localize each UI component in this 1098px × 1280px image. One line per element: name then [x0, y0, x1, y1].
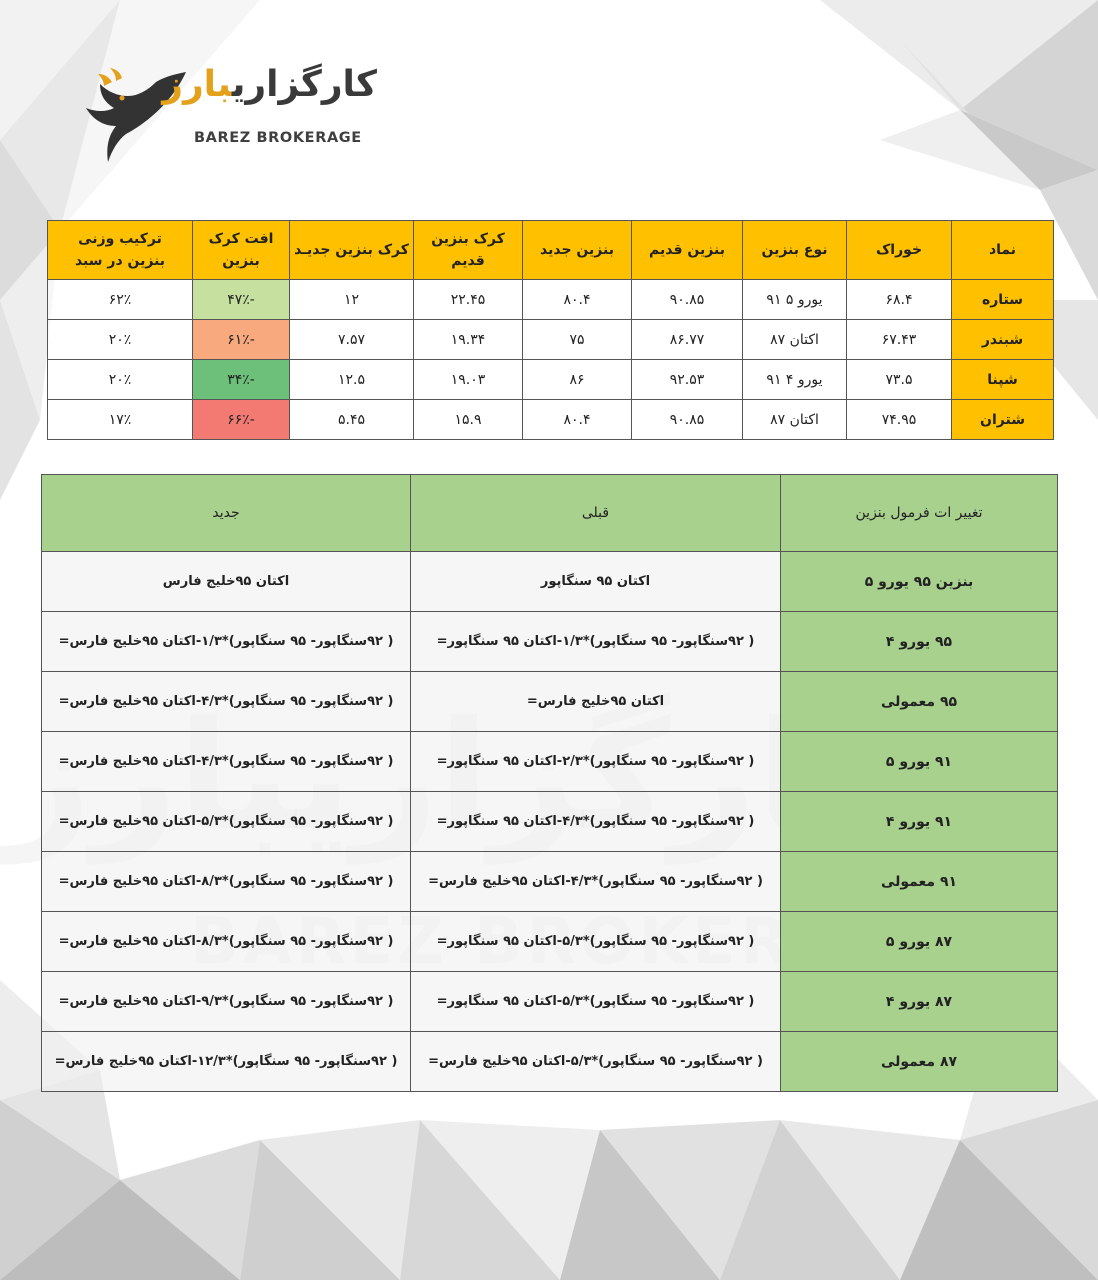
- table-row: [42, 852, 1058, 912]
- table-row: [42, 672, 1058, 732]
- table-row: [42, 1032, 1058, 1092]
- table-row: [42, 912, 1058, 972]
- cell-previous-formula: ( ۹۲سنگاپور- ۹۵ سنگاپور)*۴/۳-اکتان ۹۵خلیج فارس=: [411, 852, 781, 912]
- cell-category: ۹۱ معمولی: [781, 852, 1058, 912]
- header-symbol: نماد: [952, 221, 1054, 280]
- cell-symbol: شبندر: [952, 320, 1054, 360]
- cell-new-formula: ( ۹۲سنگاپور- ۹۵ سنگاپور)*۴/۳-اکتان ۹۵خلیج فارس=: [42, 672, 411, 732]
- cell-new-gasoline: ۸۰.۴: [523, 400, 632, 440]
- cell-previous-formula: ( ۹۲سنگاپور- ۹۵ سنگاپور)*۲/۳-اکتان ۹۵ سنگاپور=: [411, 732, 781, 792]
- cell-feed: ۷۴.۹۵: [847, 400, 952, 440]
- cell-crack-drop: -۶۱٪: [193, 320, 290, 360]
- header-previous: قبلی: [411, 475, 781, 552]
- cell-old-gasoline: ۹۲.۵۳: [632, 360, 743, 400]
- cell-new-formula: اکتان ۹۵خلیج فارس: [42, 552, 411, 612]
- table-row: [42, 792, 1058, 852]
- cell-gas-type: یورو ۴ ۹۱: [743, 360, 847, 400]
- table-row: [42, 972, 1058, 1032]
- cell-previous-formula: ( ۹۲سنگاپور- ۹۵ سنگاپور)*۵/۳-اکتان ۹۵خلیج فارس=: [411, 1032, 781, 1092]
- cell-category: ۹۵ معمولی: [781, 672, 1058, 732]
- cell-symbol: شتران: [952, 400, 1054, 440]
- table-row: [42, 552, 1058, 612]
- cell-category: ۸۷ یورو ۴: [781, 972, 1058, 1032]
- cell-new-gasoline: ۸۶: [523, 360, 632, 400]
- cell-new-formula: ( ۹۲سنگاپور- ۹۵ سنگاپور)*۸/۳-اکتان ۹۵خلیج فارس=: [42, 912, 411, 972]
- cell-old-crack: ۱۵.۹: [414, 400, 523, 440]
- cell-symbol: ستاره: [952, 280, 1054, 320]
- cell-old-gasoline: ۹۰.۸۵: [632, 280, 743, 320]
- cell-old-crack: ۱۹.۰۳: [414, 360, 523, 400]
- cell-new-formula: ( ۹۲سنگاپور- ۹۵ سنگاپور)*۹/۳-اکتان ۹۵خلیج فارس=: [42, 972, 411, 1032]
- cell-previous-formula: ( ۹۲سنگاپور- ۹۵ سنگاپور)*۵/۳-اکتان ۹۵ سنگاپور=: [411, 912, 781, 972]
- cell-previous-formula: ( ۹۲سنگاپور- ۹۵ سنگاپور)*۱/۳-اکتان ۹۵ سنگاپور=: [411, 612, 781, 672]
- table-row: [48, 280, 1054, 320]
- header-gas-type: نوع بنزین: [743, 221, 847, 280]
- cell-previous-formula: ( ۹۲سنگاپور- ۹۵ سنگاپور)*۵/۳-اکتان ۹۵ سنگاپور=: [411, 972, 781, 1032]
- header-old-crack: کرک بنزین قدیم: [414, 221, 523, 280]
- cell-crack-drop: -۳۴٪: [193, 360, 290, 400]
- table-row: [48, 320, 1054, 360]
- cell-previous-formula: ( ۹۲سنگاپور- ۹۵ سنگاپور)*۴/۳-اکتان ۹۵ سنگاپور=: [411, 792, 781, 852]
- table-row: [42, 732, 1058, 792]
- header-new-crack: کرک بنزین جدیـد: [290, 221, 414, 280]
- cell-new-crack: ۵.۴۵: [290, 400, 414, 440]
- header-new-gasoline: بنزین جدید: [523, 221, 632, 280]
- cell-new-formula: ( ۹۲سنگاپور- ۹۵ سنگاپور)*۱/۳-اکتان ۹۵خلیج فارس=: [42, 612, 411, 672]
- cell-old-crack: ۱۹.۳۴: [414, 320, 523, 360]
- cell-crack-drop: -۴۷٪: [193, 280, 290, 320]
- cell-symbol: شپنا: [952, 360, 1054, 400]
- cell-previous-formula: اکتان ۹۵ سنگاپور: [411, 552, 781, 612]
- cell-category: بنزین ۹۵ یورو ۵: [781, 552, 1058, 612]
- cell-old-gasoline: ۹۰.۸۵: [632, 400, 743, 440]
- cell-previous-formula: اکتان ۹۵خلیج فارس=: [411, 672, 781, 732]
- header-category: تغییر ات فرمول بنزین: [781, 475, 1058, 552]
- table-header-row: [42, 475, 1058, 552]
- cell-weight-share: ۶۲٪: [48, 280, 193, 320]
- table-row: [42, 612, 1058, 672]
- cell-weight-share: ۲۰٪: [48, 360, 193, 400]
- brand-name-fa: کارگزاریبارز: [162, 64, 377, 105]
- cell-weight-share: ۱۷٪: [48, 400, 193, 440]
- cell-old-crack: ۲۲.۴۵: [414, 280, 523, 320]
- brand-name-en: BAREZ BROKERAGE: [194, 130, 362, 146]
- cell-new-formula: ( ۹۲سنگاپور- ۹۵ سنگاپور)*۸/۳-اکتان ۹۵خلیج فارس=: [42, 852, 411, 912]
- header-feed: خوراک: [847, 221, 952, 280]
- cell-old-gasoline: ۸۶.۷۷: [632, 320, 743, 360]
- header-new: جدید: [42, 475, 411, 552]
- cell-new-gasoline: ۸۰.۴: [523, 280, 632, 320]
- cell-category: ۸۷ معمولی: [781, 1032, 1058, 1092]
- cell-category: ۸۷ یورو ۵: [781, 912, 1058, 972]
- cell-new-formula: ( ۹۲سنگاپور- ۹۵ سنگاپور)*۴/۳-اکتان ۹۵خلیج فارس=: [42, 732, 411, 792]
- cell-feed: ۶۷.۴۳: [847, 320, 952, 360]
- table-row: [48, 360, 1054, 400]
- crack-spread-table: [47, 220, 1054, 440]
- cell-category: ۹۵ یورو ۴: [781, 612, 1058, 672]
- header-weight-share: ترکیب وزنی بنزین در سبد: [48, 221, 193, 280]
- cell-new-formula: ( ۹۲سنگاپور- ۹۵ سنگاپور)*۱۲/۳-اکتان ۹۵خلیج فارس=: [42, 1032, 411, 1092]
- cell-new-crack: ۱۲.۵: [290, 360, 414, 400]
- cell-weight-share: ۲۰٪: [48, 320, 193, 360]
- cell-new-gasoline: ۷۵: [523, 320, 632, 360]
- header-old-gasoline: بنزین قدیم: [632, 221, 743, 280]
- brand-logo: [82, 64, 382, 164]
- cell-gas-type: اکتان ۸۷: [743, 320, 847, 360]
- cell-category: ۹۱ یورو ۴: [781, 792, 1058, 852]
- cell-new-crack: ۷.۵۷: [290, 320, 414, 360]
- cell-gas-type: یورو ۵ ۹۱: [743, 280, 847, 320]
- formula-changes-table: [41, 474, 1058, 1092]
- cell-category: ۹۱ یورو ۵: [781, 732, 1058, 792]
- header-crack-drop: افت کرک بنزین: [193, 221, 290, 280]
- table-row: [48, 400, 1054, 440]
- cell-crack-drop: -۶۶٪: [193, 400, 290, 440]
- cell-new-crack: ۱۲: [290, 280, 414, 320]
- cell-feed: ۷۳.۵: [847, 360, 952, 400]
- cell-feed: ۶۸.۴: [847, 280, 952, 320]
- table-header-row: [48, 221, 1054, 280]
- cell-new-formula: ( ۹۲سنگاپور- ۹۵ سنگاپور)*۵/۳-اکتان ۹۵خلیج فارس=: [42, 792, 411, 852]
- cell-gas-type: اکتان ۸۷: [743, 400, 847, 440]
